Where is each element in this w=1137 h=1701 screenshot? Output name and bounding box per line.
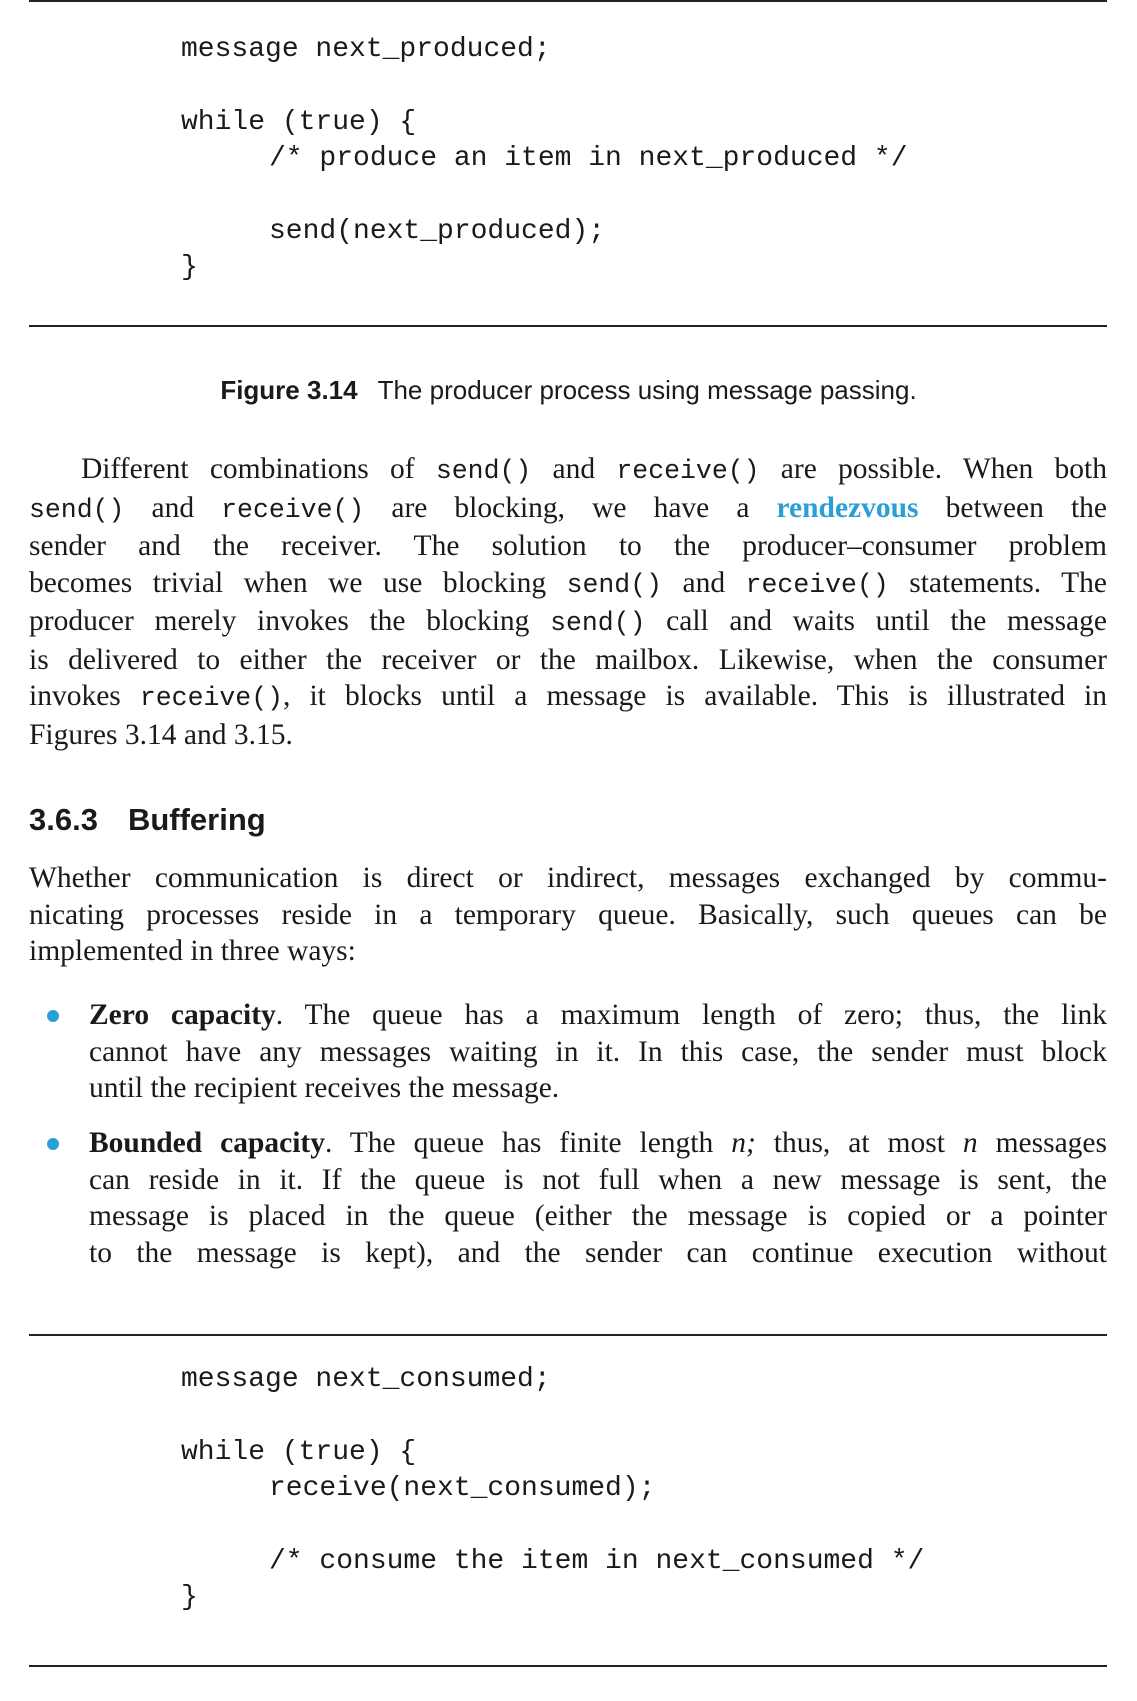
code-line-receive: receive(next_consumed); bbox=[269, 1473, 656, 1504]
text-run: Different combinations of bbox=[81, 453, 436, 485]
paragraph-line bbox=[29, 490, 1107, 529]
paragraph-line: Whether communication is direct or indirect, messages exchanged by commu- bbox=[29, 862, 1107, 894]
list-item-term: Bounded capacity bbox=[89, 1127, 325, 1159]
text-run: and bbox=[662, 566, 746, 599]
code-receive: receive() bbox=[616, 456, 760, 486]
paragraph-line: implemented in three ways: bbox=[29, 935, 356, 967]
bullet-dot bbox=[47, 1138, 59, 1150]
section-heading bbox=[29, 800, 266, 840]
figure-bottom-border bbox=[29, 325, 1107, 327]
section-title: Buffering bbox=[127, 802, 266, 837]
figure-caption-text: The producer process using message passing. bbox=[377, 375, 917, 405]
code-send: send() bbox=[29, 494, 125, 525]
text-run: , it blocks until a message is available. This is illustrated in bbox=[283, 680, 1107, 712]
math-variable: n bbox=[962, 1127, 978, 1159]
paragraph-line bbox=[29, 451, 1107, 490]
list-item-line: can reside in it. If the queue is not full when a new message is sent, the bbox=[89, 1163, 1107, 1196]
text-run: are blocking, we have a bbox=[364, 491, 777, 524]
code-receive: receive() bbox=[139, 683, 283, 713]
figure-top-border bbox=[29, 1334, 1107, 1336]
code-line-declaration: message next_consumed; bbox=[181, 1364, 551, 1395]
code-send: send() bbox=[566, 569, 662, 600]
term-rendezvous: rendezvous bbox=[776, 491, 919, 524]
text-run: thus, at most bbox=[755, 1127, 963, 1159]
text-run: becomes trivial when we use blocking bbox=[29, 566, 567, 599]
math-variable: n; bbox=[731, 1127, 756, 1159]
text-run: statements. The bbox=[888, 566, 1108, 599]
code-line-declaration: message next_produced; bbox=[181, 34, 551, 65]
list-item-line: message is placed in the queue (either the message is copied or a pointer bbox=[89, 1200, 1107, 1232]
text-run: . The queue has finite length bbox=[324, 1127, 732, 1159]
paragraph-line bbox=[29, 678, 1107, 717]
code-line-while: while (true) { bbox=[181, 1437, 417, 1468]
list-item-line: cannot have any messages waiting in it. In this case, the sender must block bbox=[89, 1035, 1107, 1068]
code-receive: receive() bbox=[221, 494, 365, 525]
list-item-body bbox=[89, 997, 1107, 1107]
section-number: 3.6.3 bbox=[29, 802, 98, 837]
list-item-body bbox=[89, 1125, 1107, 1271]
paragraph-line: Figures 3.14 and 3.15. bbox=[29, 718, 293, 751]
text-run: between the bbox=[918, 491, 1107, 524]
code-line-while: while (true) { bbox=[181, 107, 417, 138]
code-line-close-brace: } bbox=[181, 252, 198, 283]
code-send: send() bbox=[550, 608, 646, 638]
figure-caption bbox=[0, 373, 1137, 407]
code-line-send: send(next_produced); bbox=[269, 216, 606, 247]
paragraph-line: sender and the receiver. The solution to the producer–consumer problem bbox=[29, 530, 1107, 562]
code-send: send() bbox=[435, 456, 532, 486]
list-item-term: Zero capacity bbox=[89, 999, 276, 1031]
text-run: . The queue has a maximum length of zero; thus, the link bbox=[275, 999, 1108, 1031]
list-item-line bbox=[89, 1125, 1107, 1162]
list-item-line bbox=[89, 997, 1107, 1034]
paragraph-line: is delivered to either the receiver or the mailbox. Likewise, when the consumer bbox=[29, 643, 1107, 676]
body-paragraph-buffering bbox=[29, 860, 1107, 970]
list-item-line: to the message is kept), and the sender can continue execution without bbox=[89, 1236, 1107, 1269]
text-run: call and waits until the message bbox=[645, 605, 1107, 637]
paragraph-line bbox=[29, 565, 1107, 604]
text-run: invokes bbox=[29, 680, 140, 712]
text-run: and bbox=[531, 453, 617, 485]
figure-caption-label: Figure 3.14 bbox=[220, 375, 358, 405]
text-run: are possible. When both bbox=[759, 453, 1107, 485]
code-line-comment: /* produce an item in next_produced */ bbox=[269, 143, 908, 174]
code-receive: receive() bbox=[745, 569, 889, 600]
paragraph-line: nicating processes reside in a temporary queue. Basically, such queues can be bbox=[29, 898, 1107, 931]
text-run: and bbox=[124, 491, 222, 524]
bullet-dot bbox=[47, 1010, 59, 1022]
text-run: messages bbox=[977, 1127, 1107, 1159]
body-paragraph-rendezvous bbox=[29, 451, 1107, 753]
code-line-comment: /* consume the item in next_consumed */ bbox=[269, 1546, 925, 1577]
list-item-line: until the recipient receives the message. bbox=[89, 1072, 560, 1104]
paragraph-line bbox=[29, 603, 1107, 642]
text-run: producer merely invokes the blocking bbox=[29, 605, 551, 637]
code-line-close-brace: } bbox=[181, 1582, 198, 1613]
figure-bottom-border bbox=[29, 1665, 1107, 1667]
